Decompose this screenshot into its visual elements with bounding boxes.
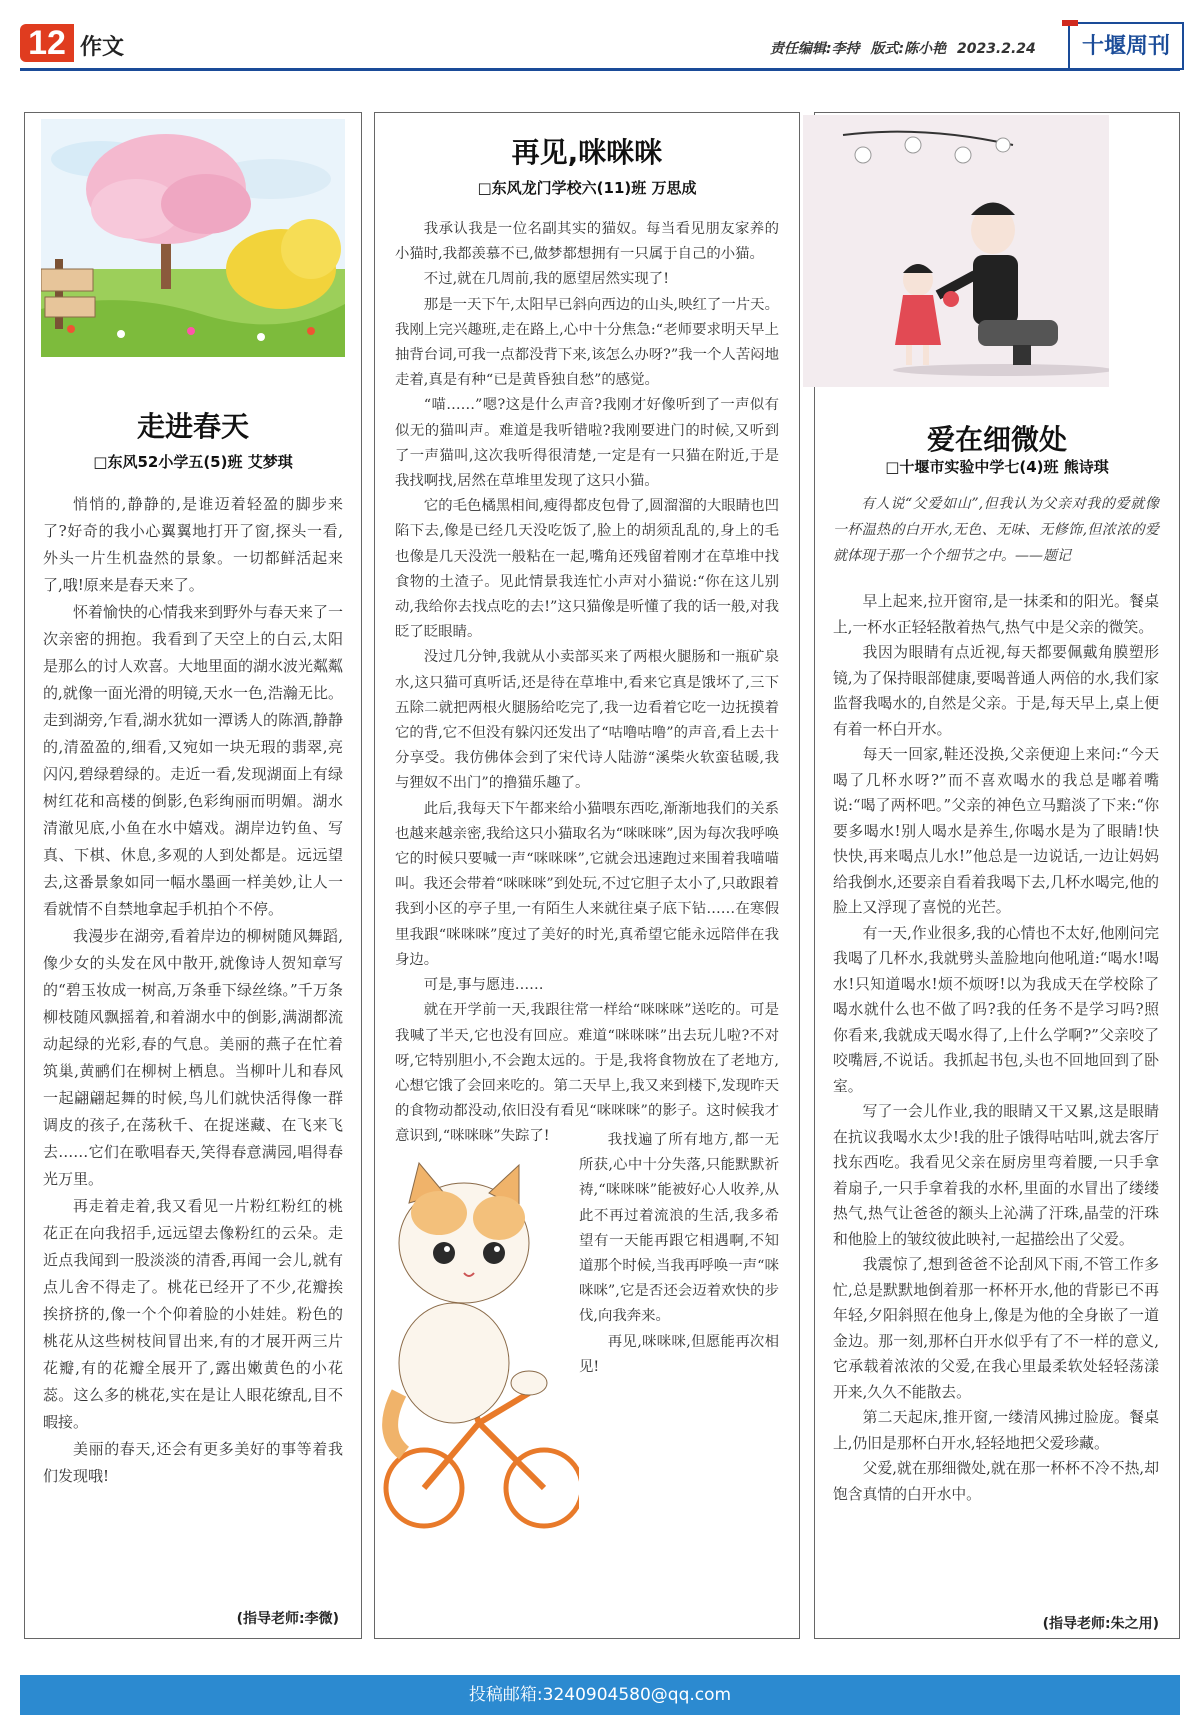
paragraph: 就在开学前一天,我跟往常一样给“咪咪咪”送吃的。可是我喊了半天,它也没有回应。难道“咪咪咪”出去玩儿啦?不对呀,它特别胆小,不会跑太远的。于是,我将食物放在了老地方,心想它饿了会回来吃的。第二天早上,我又来到楼下,发现昨天的食物动都没动,依旧没有看见“咪咪咪”的影子。这时候我才意识到,“咪咪咪”失踪了! (395, 1002, 779, 1145)
paragraph: 不过,就在几周前,我的愿望居然实现了! (423, 271, 669, 288)
father-daughter-illustration (803, 115, 1109, 387)
epigraph: 有人说“父爱如山”,但我认为父亲对我的爱就像一杯温热的白开水,无色、无味、无修饰,但浓浓的爱就体现于那一个个细节之中。——题记 (833, 496, 1159, 564)
article-byline: □十堰市实验中学七(4)班 熊诗琪 (885, 458, 1109, 476)
paragraph: 怀着愉快的心情我来到野外与春天来了一次亲密的拥抱。我看到了天空上的白云,太阳是那么的讨人欢喜。大地里面的湖水波光粼粼的,就像一面光滑的明镜,天水一色,浩瀚无比。走到湖旁,乍看,湖水犹如一潭诱人的陈酒,静静的,清盈盈的,细看,又宛如一块无瑕的翡翠,亮闪闪,碧绿碧绿的。走近一看,发现湖面上有绿树红花和高楼的倒影,色彩绚丽而明媚。湖水清澈见底,小鱼在水中嬉戏。湖岸边钓鱼、写真、下棋、休息,多观的人到处都是。远远望去,这番景象如同一幅水墨画一样美妙,让人一看就情不自禁地拿起手机拍个不停。 (43, 603, 344, 918)
paragraph: 没过几分钟,我就从小卖部买来了两根火腿肠和一瓶矿泉水,这只猫可真听话,还是待在草堆中,看来它真是饿坏了,三下五除二就把两根火腿肠给吃完了,我一边看着它吃一边抚摸着它的背,它不但没有躲闪还发出了“咕噜咕噜”的声音,看上去十分享受。我仿佛体会到了宋代诗人陆游“溪柴火软蛮毡暖,我与狸奴不出门”的撸猫乐趣了。 (395, 649, 779, 792)
paragraph: 此后,我每天下午都来给小猫喂东西吃,渐渐地我们的关系也越来越亲密,我给这只小猫取名为“咪咪咪”,因为每次我呼唤它的时候只要喊一声“咪咪咪”,它就会迅速跑过来围着我喵喵叫。我还会带着“咪咪咪”到处玩,不过它胆子太小了,只敢跟着我到小区的亭子里,一有陌生人来就往桌子底下钻……在寒假里我跟“咪咪咪”度过了美好的时光,真希望它能永远陪伴在我身边。 (395, 800, 779, 968)
article-spring (24, 112, 362, 1639)
paragraph: 再走着走着,我又看见一片粉红粉红的桃花正在向我招手,远远望去像粉红的云朵。走近点我闻到一股淡淡的清香,再闻一会儿,就有点儿舍不得走了。桃花已经开了不少,花瓣挨挨挤挤的,像一个个仰着脸的小娃娃。粉色的桃花从这些树枝间冒出来,有的才展开两三片花瓣,有的花瓣全展开了,露出嫩黄色的小花蕊。这么多的桃花,实在是让人眼花缭乱,目不暇接。 (43, 1197, 343, 1431)
article-body-wrap (579, 1128, 779, 1380)
cat-on-bicycle-illustration (379, 1153, 579, 1533)
spring-garden-illustration (41, 119, 345, 357)
paragraph: 那是一天下午,太阳早已斜向西边的山头,映红了一片天。我刚上完兴趣班,走在路上,心中十分焦急:“老师要求明天早上抽背台词,可我一点都没背下来,该怎么办呀?”我一个人苦闷地走着,真是有种“已是黄昏独自愁”的感觉。 (395, 296, 779, 389)
page-number: 12 (20, 24, 74, 62)
footer-contact (20, 1675, 1180, 1715)
paragraph: 第二天起床,推开窗,一缕清风拂过脸庞。餐桌上,仍旧是那杯白开水,轻轻地把父爱珍藏。 (833, 1409, 1159, 1452)
paragraph: 悄悄的,静静的,是谁迈着轻盈的脚步来了?好奇的我小心翼翼地打开了窗,探头一看,外头一片生机盎然的景象。一切都鲜活起来了,哦!原来是春天来了。 (43, 495, 343, 594)
paragraph: 我承认我是一位名副其实的猫奴。每当看见朋友家养的小猫时,我都羡慕不已,做梦都想拥有一只属于自己的小猫。 (395, 221, 779, 263)
article-title: 再见,咪咪咪 (511, 136, 663, 169)
article-byline: □东风龙门学校六(11)班 万思成 (477, 179, 697, 197)
paragraph: 美丽的春天,还会有更多美好的事等着我们发现哦! (43, 1440, 343, 1485)
paragraph: “喵……”嗯?这是什么声音?我刚才好像听到了一声似有似无的猫叫声。难道是我听错啦?我刚要进门的时候,又听到了一声猫叫,这次我听得很清楚,一定是有一只猫在附近,于是我找啊找,居然在草堆里发现了这只小猫。 (395, 397, 779, 490)
paragraph: 每天一回家,鞋还没换,父亲便迎上来问:“今天喝了几杯水呀?”而不喜欢喝水的我总是嘟着嘴说:“喝了两杯吧。”父亲的神色立马黯淡了下来:“你要多喝水!别人喝水是养生,你喝水是为了眼睛!快快快,再来喝点儿水!”他总是一边说话,一边让妈妈给我倒水,还要亲自看着我喝下去,几杯水喝完,他的脸上又浮现了喜悦的光芒。 (833, 746, 1159, 916)
article-title: 爱在细微处 (926, 423, 1067, 456)
article-byline: □东风52小学五(5)班 艾梦琪 (93, 453, 293, 471)
paragraph: 我找遍了所有地方,都一无所获,心中十分失落,只能默默祈祷,“咪咪咪”能被好心人收养,从此不再过着流浪的生活,我多希望有一天能再跟它相遇啊,不知道那个时候,当我再呼唤一声“咪咪咪”,它是否还会迈着欢快的步伐,向我奔来。 (579, 1132, 779, 1325)
editor-name: 责任编辑:李持 (770, 41, 860, 57)
masthead-logo: 十堰周刊 (1068, 22, 1184, 70)
layout-name: 版式:陈小艳 (870, 41, 947, 57)
paragraph: 可是,事与愿违…… (423, 977, 544, 994)
paragraph: 我震惊了,想到爸爸不论刮风下雨,不管工作多忙,总是默默地倒着那一杯杯开水,他的背影已不再年轻,夕阳斜照在他身上,像是为他的全身嵌了一道金边。那一刻,那杯白开水似乎有了不一样的意义,它承载着浓浓的父爱,在我心里最柔软处轻轻荡漾开来,久久不能散去。 (833, 1256, 1159, 1401)
header-divider (20, 68, 1180, 71)
paragraph: 有一天,作业很多,我的心情也不太好,他刚问完我喝了几杯水,我就劈头盖脸地向他吼道:“喝水!喝水!只知道喝水!烦不烦呀!以为我成天在学校除了喝水就什么也不做了吗?我的任务不是学习吗?照你看来,我就成天喝水得了,上什么学啊?”父亲咬了咬嘴唇,不说话。我抓起书包,头也不回地回到了卧室。 (833, 924, 1159, 1095)
section-title: 作文 (80, 35, 125, 60)
paragraph: 写了一会儿作业,我的眼睛又干又累,这是眼睛在抗议我喝水太少!我的肚子饿得咕咕叫,就去客厅找东西吃。我看见父亲在厨房里弯着腰,一只手拿着扇子,一只手拿着我的水杯,里面的水冒出了缕缕热气,热气让爸爸的额头上沁满了汗珠,晶莹的汗珠和他脸上的皱纹彼此映衬,一起描绘出了父爱。 (833, 1103, 1159, 1248)
paragraph: 我因为眼睛有点近视,每天都要佩戴角膜塑形镜,为了保持眼部健康,要喝普通人两倍的水,我们家监督我喝水的,自然是父亲。于是,每天早上,桌上便有着一杯白开水。 (833, 644, 1159, 738)
paragraph: 早上起来,拉开窗帘,是一抹柔和的阳光。餐桌上,一杯水正轻轻散着热气,热气中是父亲的微笑。 (833, 593, 1159, 636)
submission-email: 投稿邮箱:3240904580@qq.com (468, 1685, 732, 1705)
teacher-credit: (指导老师:朱之用) (1042, 1616, 1159, 1632)
editor-credits (770, 38, 1042, 58)
article-body (833, 589, 1159, 1507)
article-title: 走进春天 (136, 410, 249, 443)
article-body (395, 217, 779, 1150)
paragraph: 父爱,就在那细微处,就在那一杯杯不冷不热,却饱含真情的白开水中。 (833, 1460, 1159, 1503)
teacher-credit: (指导老师:李微) (236, 1611, 339, 1627)
paragraph: 我漫步在湖旁,看着岸边的柳树随风舞蹈,像少女的头发在风中散开,就像诗人贺知章写的“碧玉妆成一树高,万条垂下绿丝绦。”千万条柳枝随风飘摇着,和着湖水中的倒影,满湖都流动起绿的光彩,春的气息。美丽的燕子在忙着筑巢,黄鹂们在柳树上栖息。当柳叶儿和春风一起翩翩起舞的时候,鸟儿们就快活得像一群调皮的孩子,在荡秋千、在捉迷藏、在飞来飞去……它们在歌唱春天,笑得春意满园,唱得春光万里。 (43, 927, 343, 1188)
article-body (43, 491, 343, 1490)
paragraph: 再见,咪咪咪,但愿能再次相见! (579, 1333, 779, 1375)
page-header (0, 0, 1200, 110)
article-cat (374, 112, 800, 1639)
paragraph: 它的毛色橘黑相间,瘦得都皮包骨了,圆溜溜的大眼睛也凹陷下去,像是已经几天没吃饭了,脸上的胡须乱乱的,身上的毛也像是几天没洗一般粘在一起,嘴角还残留着刚才在草堆中找食物的土渣子。见此情景我连忙小声对小猫说:“你在这儿别动,我给你去找点吃的去!”这只猫像是听懂了我的话一般,对我眨了眨眼睛。 (395, 498, 779, 641)
article-love (814, 112, 1180, 1639)
issue-date: 2023.2.24 (956, 41, 1036, 57)
